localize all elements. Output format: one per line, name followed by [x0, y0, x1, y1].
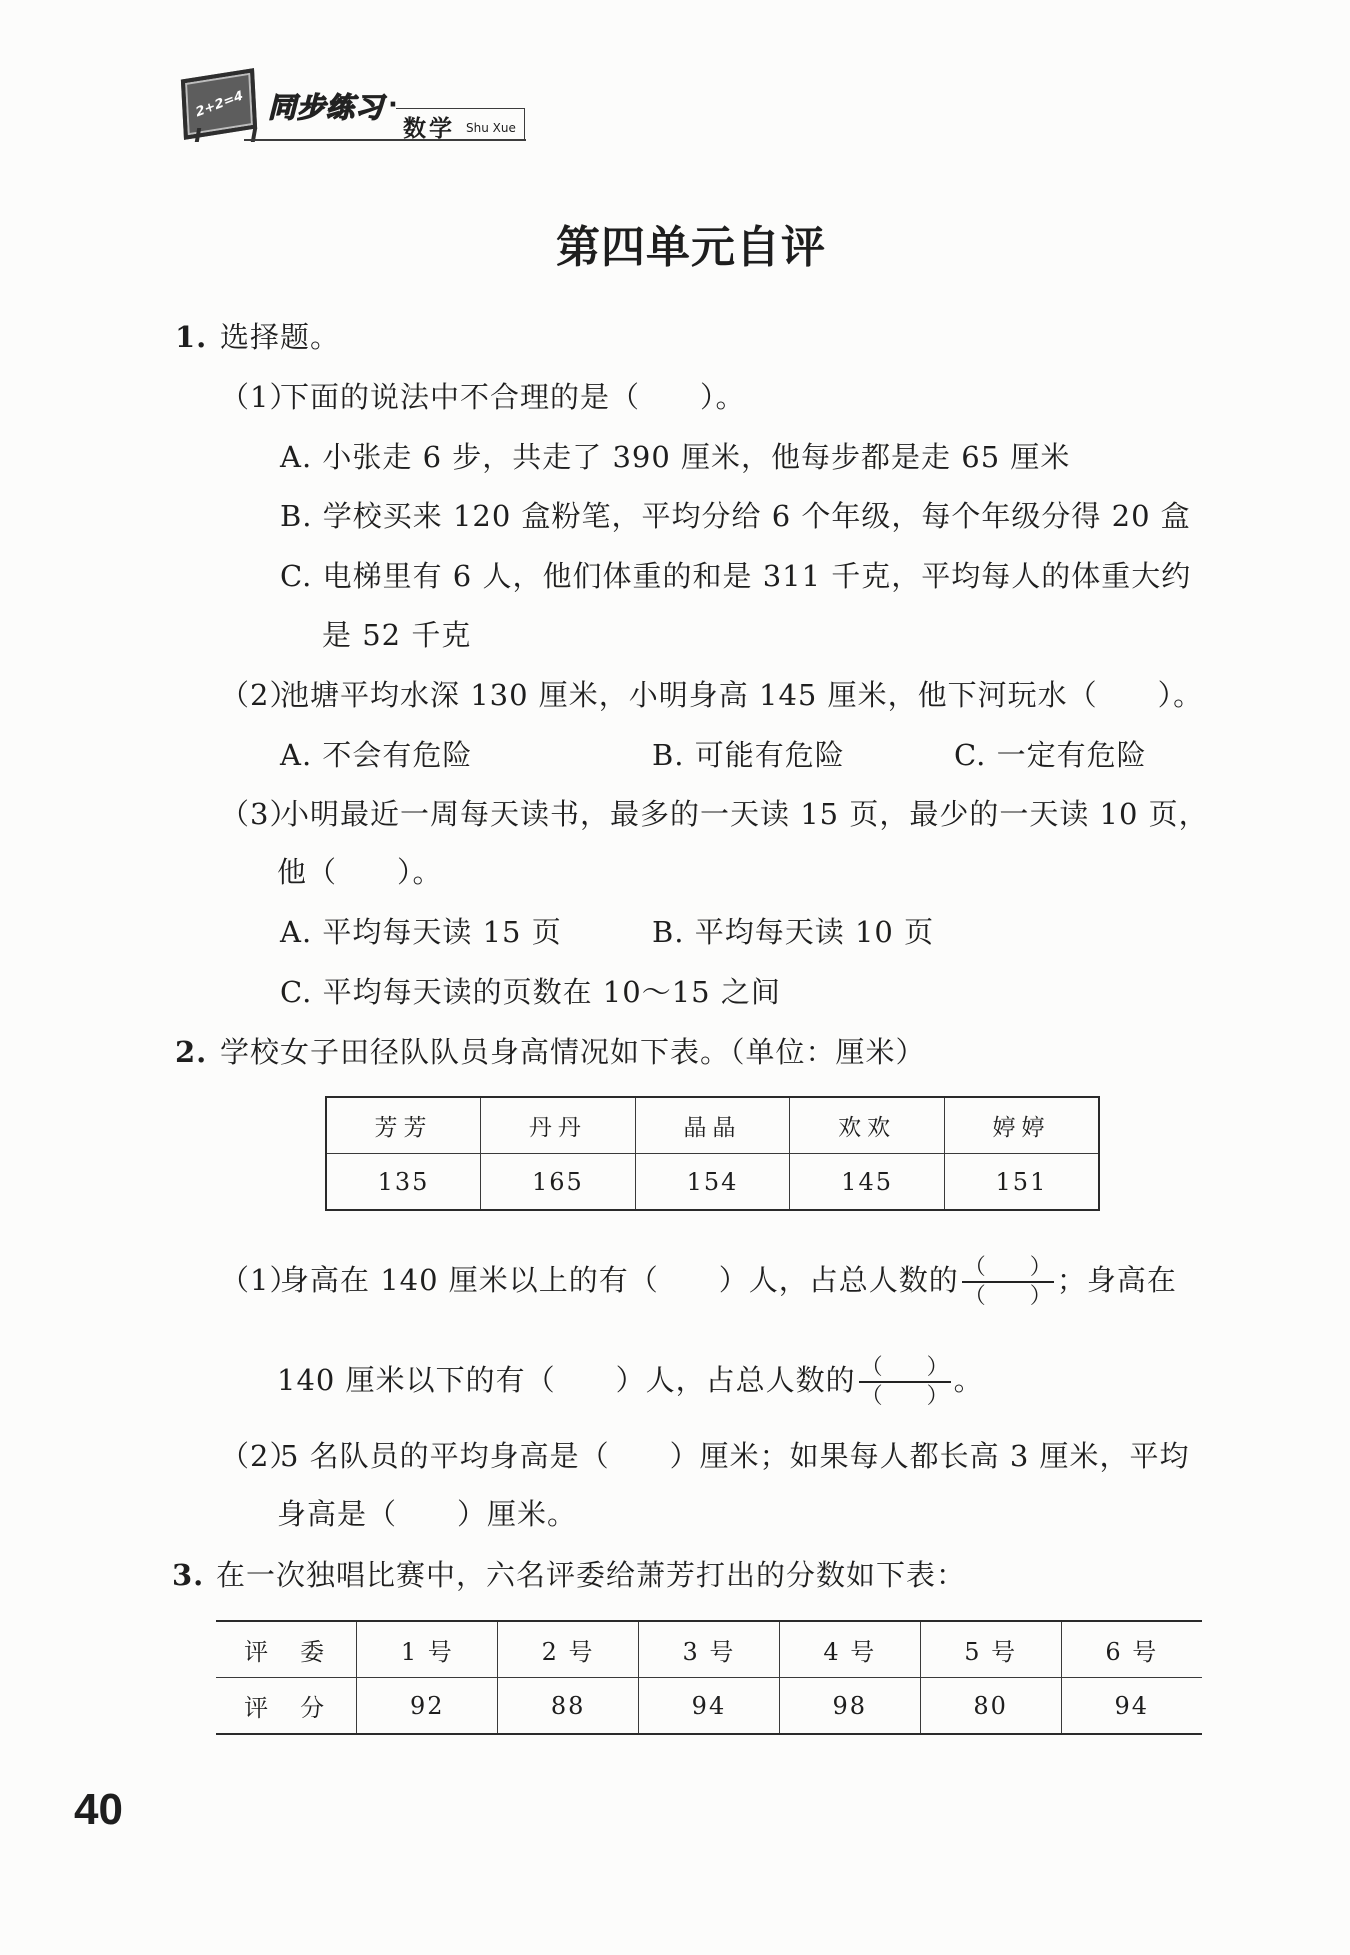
table-cell: 154 [635, 1154, 790, 1211]
subject-pinyin: Shu Xue [466, 121, 516, 135]
question-number: 3. [172, 1558, 205, 1592]
table-header-cell: 2 号 [498, 1621, 639, 1678]
part-text: 5 名队员的平均身高是（ ）厘米；如果每人都长高 3 厘米，平均 [280, 1439, 1190, 1473]
table-cell: 98 [779, 1678, 920, 1735]
question-3-heading [172, 1555, 966, 1595]
table-row [326, 1154, 1099, 1211]
fraction-blank [859, 1355, 951, 1409]
table-header-cell: 芳芳 [326, 1097, 481, 1154]
q1-p2-option-a: A. 不会有危险 [280, 738, 473, 772]
table-row-header: 评 委 [216, 1621, 357, 1678]
table-cell: 145 [790, 1154, 945, 1211]
q1-p2-option-c: C. 一定有危险 [954, 738, 1147, 772]
part-label: （1） [220, 1263, 300, 1297]
part-label: （2） [220, 678, 300, 712]
series-name: 同步练习 [268, 91, 385, 124]
table-cell: 92 [357, 1678, 498, 1735]
fraction-numerator: （ ） [962, 1255, 1054, 1283]
part-text-after: ；身高在 [1056, 1263, 1177, 1297]
table-header-cell: 6 号 [1061, 1621, 1202, 1678]
table-cell: 80 [920, 1678, 1061, 1735]
table-cell: 94 [1114, 1691, 1150, 1720]
question-text: 学校女子田径队队员身高情况如下表。（单位：厘米） [220, 1035, 926, 1069]
question-1-heading [175, 317, 340, 357]
question-2-heading [175, 1032, 926, 1072]
q2-p2-continued: 身高是（ ）厘米。 [277, 1497, 578, 1531]
part-text: 下面的说法中不合理的是（ ）。 [280, 380, 746, 414]
series-dot: · [388, 90, 398, 120]
fraction-blank [962, 1255, 1054, 1309]
table-cell: 94 [639, 1678, 780, 1735]
table-row [216, 1621, 1202, 1678]
page-number: 40 [74, 1785, 123, 1834]
q1-part-1 [220, 377, 746, 417]
table-header-cell: 丹丹 [481, 1097, 636, 1154]
part-label: （3） [220, 797, 300, 831]
table-cell: 88 [498, 1678, 639, 1735]
table-header-cell: 婷婷 [944, 1097, 1099, 1154]
part-text: 池塘平均水深 130 厘米，小明身高 145 厘米，他下河玩水（ ）。 [280, 678, 1204, 712]
fraction-denominator: （ ） [963, 1284, 1052, 1309]
question-number: 1. [175, 320, 208, 354]
score-table [216, 1620, 1202, 1735]
part-text: 身高在 140 厘米以上的有（ ）人，占总人数的 [280, 1263, 959, 1297]
q1-p1-option-c-continued: 是 52 千克 [322, 618, 472, 652]
part-text-after: 。 [953, 1363, 984, 1397]
q1-p3-continued: 他（ ）。 [277, 855, 443, 889]
table-header-cell: 4 号 [779, 1621, 920, 1678]
table-row [326, 1097, 1099, 1154]
q1-p3-option-a: A. 平均每天读 15 页 [280, 915, 562, 949]
q1-p1-option-a: A. 小张走 6 步，共走了 390 厘米，他每步都是走 65 厘米 [280, 440, 1071, 474]
q1-part-3 [220, 794, 1209, 834]
fraction-denominator: （ ） [860, 1384, 949, 1409]
question-number: 2. [175, 1035, 208, 1069]
q1-p3-option-c: C. 平均每天读的页数在 10～15 之间 [280, 975, 781, 1009]
q1-p1-option-c: C. 电梯里有 6 人，他们体重的和是 311 千克，平均每人的体重大约 [280, 559, 1192, 593]
part-text: 小明最近一周每天读书，最多的一天读 15 页，最少的一天读 10 页， [280, 797, 1209, 831]
table-header-cell: 晶晶 [635, 1097, 790, 1154]
table-header-cell: 欢欢 [790, 1097, 945, 1154]
q2-part-1-line-1 [220, 1255, 1177, 1309]
q2-part-1-line-2 [277, 1355, 984, 1409]
q1-p2-option-b: B. 可能有危险 [652, 738, 845, 772]
question-text: 选择题。 [220, 320, 341, 354]
question-text: 在一次独唱比赛中，六名评委给萧芳打出的分数如下表： [216, 1558, 967, 1592]
fraction-numerator: （ ） [859, 1355, 951, 1383]
part-text: 140 厘米以下的有（ ）人，占总人数的 [277, 1363, 856, 1397]
table-cell: 165 [481, 1154, 636, 1211]
q2-part-2 [220, 1436, 1190, 1476]
part-label: （2） [220, 1439, 300, 1473]
table-header-cell: 1 号 [357, 1621, 498, 1678]
part-label: （1） [220, 380, 300, 414]
q1-p3-option-b: B. 平均每天读 10 页 [652, 915, 935, 949]
table-header-cell: 5 号 [920, 1621, 1061, 1678]
chalkboard-text: 2+2=4 [193, 88, 245, 120]
table-cell: 135 [326, 1154, 481, 1211]
header-rule [244, 139, 526, 141]
table-row-header: 评 分 [216, 1678, 357, 1735]
q1-part-2 [220, 675, 1203, 715]
height-table [325, 1096, 1100, 1211]
table-row [216, 1678, 1202, 1735]
subject-name: 数学 [403, 116, 455, 142]
table-cell: 151 [944, 1154, 1099, 1211]
q1-p1-option-b: B. 学校买来 120 盒粉笔，平均分给 6 个年级，每个年级分得 20 盒 [280, 499, 1191, 533]
page-title: 第四单元自评 [556, 222, 826, 273]
table-header-cell: 3 号 [639, 1621, 780, 1678]
